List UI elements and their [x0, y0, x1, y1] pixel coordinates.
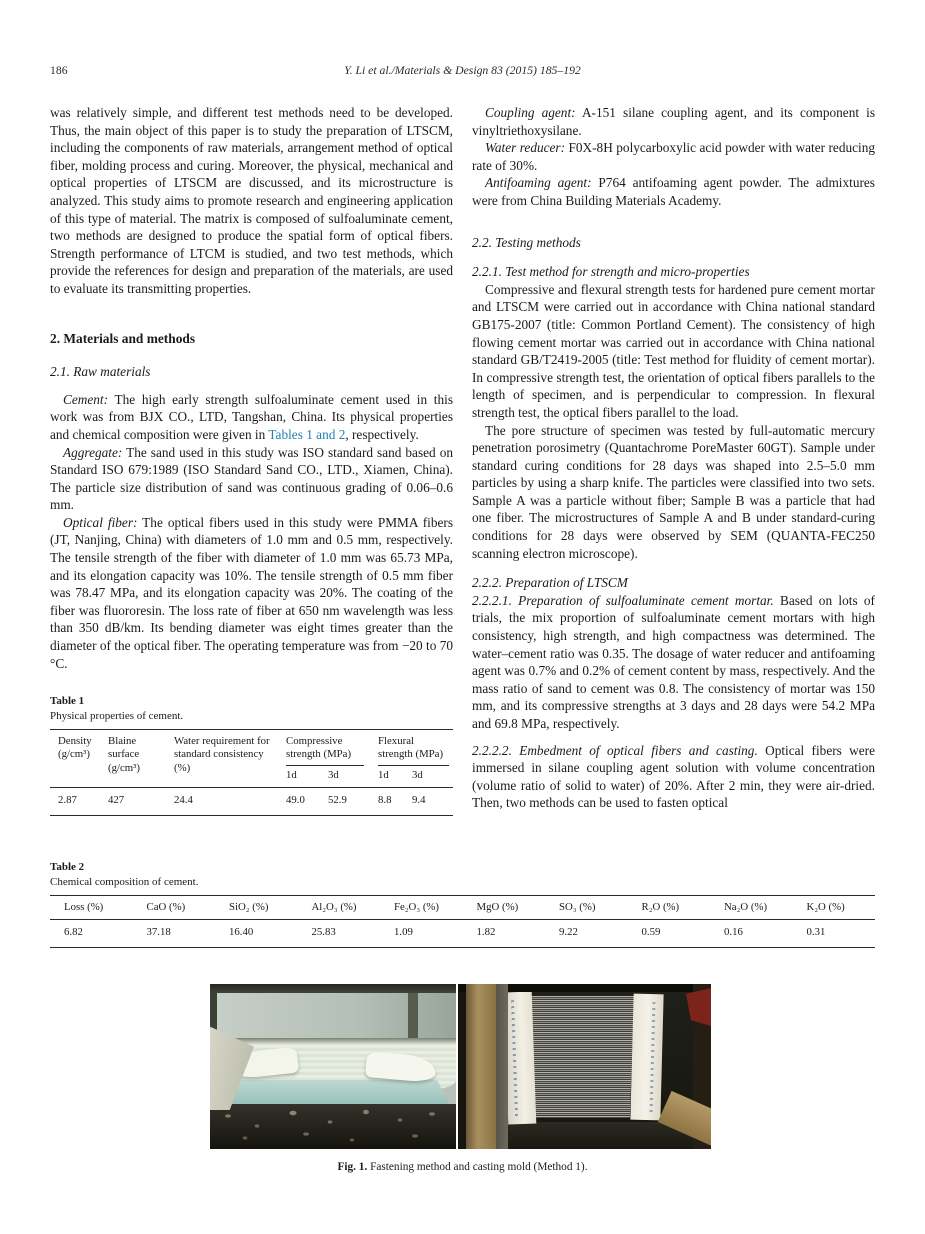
preparation-mortar-paragraph — [472, 592, 875, 733]
table1-header-cell: Flexural strength (MPa) — [378, 730, 453, 766]
figure1-caption — [50, 1160, 875, 1174]
table2-header-cell: Na₂O (%) — [710, 896, 793, 920]
table1-header-cell: Blaine surface (g/cm³) — [108, 730, 174, 788]
window-mullion — [408, 993, 418, 1041]
water-reducer-lead: Water reducer: — [485, 140, 566, 156]
table1-caption: Physical properties of cement. — [50, 710, 184, 723]
table2-header-cell: Loss (%) — [50, 896, 133, 920]
table2-block — [50, 860, 875, 948]
cement-lead: Cement: — [63, 391, 109, 407]
table2-data-cell: 9.22 — [545, 920, 628, 948]
table2-data-cell: 6.82 — [50, 920, 133, 948]
table2-data-cell: 0.59 — [628, 920, 711, 948]
left-column — [50, 104, 453, 816]
water-reducer-text: F0X-8H polycarboxylic acid powder with water reducing rate of 30%. — [472, 140, 876, 173]
embedment-paragraph — [472, 742, 875, 812]
section-2-2-heading: 2.2. Testing methods — [472, 234, 581, 250]
table2-data-cell: 0.31 — [793, 920, 876, 948]
table1-data-cell: 9.4 — [412, 787, 453, 815]
table1-data-cell: 427 — [108, 787, 174, 815]
table1-data-row — [50, 787, 453, 815]
antifoaming-agent-text: P764 antifoaming agent powder. The admixtures were from China Building Materials Academy. — [472, 175, 875, 208]
figure1-caption-text: Fastening method and casting mold (Method 1). — [367, 1161, 588, 1173]
table1-subheader-cell: 3d — [328, 766, 378, 788]
table2-header-cell: R₂O (%) — [628, 896, 711, 920]
optical-fiber-paragraph — [50, 514, 453, 672]
terrazzo-counter — [210, 1104, 456, 1149]
window-pane — [210, 993, 456, 1041]
table2-header-row — [50, 896, 875, 920]
table2-data-cell: 1.09 — [380, 920, 463, 948]
intro-paragraph: was relatively simple, and different test methods need to be developed. Thus, the main object of this paper is to study the preparation of LTSCM, including the components of raw materials, arrangement method of optical fiber, molding process and curing. Moreover, the physical, mechanical and optical properties of LTSCM are discussed, and its microstructure is analyzed. This study aims to promote research and engineering application of this type of material. The matrix is composed of sulfoaluminate cement, two methods are designed to produce the spatial form of optical fibers. Strength performance of LTCM is studied, and two test methods, which provide the references for design and preparation of the materials, are used to evaluate its transmitting properties. — [50, 105, 453, 296]
embedment-text: Optical fibers were immersed in silane coupling agent solution with volume concentration (volume ratio of solid to water) of 20%. After 2 min, they were air-dried. Then, two methods can be used to fasten optical — [472, 742, 875, 811]
comb-left — [504, 992, 537, 1125]
table1 — [50, 729, 453, 816]
table1-data-cell: 49.0 — [286, 787, 328, 815]
aggregate-lead: Aggregate: — [63, 444, 123, 460]
table1-data-cell: 2.87 — [50, 787, 108, 815]
table2-header-cell: SO₃ (%) — [545, 896, 628, 920]
antifoaming-agent-lead: Antifoaming agent: — [485, 175, 592, 191]
section-2-2-2-2-heading: 2.2.2.2. Embedment of optical fibers and casting. — [472, 742, 758, 758]
table2-data-cell: 0.16 — [710, 920, 793, 948]
preparation-mortar-text: Based on lots of trials, the mix proportion of sulfoaluminate cement mortars with high consistency, high strength, and high compactness was determined. The water–cement ratio was 0.35. The dosage of water reducer and antifoaming agent was 0.7% and 0.2% of cement content by mass, respectively. And the mass ratio of sand to cement was 0.8. The consistency of mortar was 150 mm, and its compressive strengths at 3 days and 28 days were 54.2 MPa and 69.8 MPa, respectively. — [472, 592, 875, 731]
figure1-photo-right — [458, 984, 711, 1149]
strength-test-paragraph: Compressive and flexural strength tests for hardened pure cement mortar and LTSCM were carried out in accordance with China national standard GB175-2007 (title: Common Portland Cement). The consistency of high flowing cement mortar was carried out in accordance with China national standard GB/T2419-2005 (title: Test method for fluidity of cement mortar). In compressive strength test, the orientation of optical fibers parallels to the length of specimen, and is perpendicular to compression. In flexural strength test, the optical fibers parallel to the load. — [472, 281, 875, 420]
table2-header-cell: K₂O (%) — [793, 896, 876, 920]
table2-label: Table 2 — [50, 861, 85, 873]
fiber-strands — [530, 996, 634, 1118]
cement-text-end: , respectively. — [345, 426, 419, 442]
wood-plank-inner — [496, 984, 508, 1149]
section-2-heading: 2. Materials and methods — [50, 330, 196, 346]
table2-header-cell: Fe₂O₃ (%) — [380, 896, 463, 920]
wood-plank-left — [466, 984, 496, 1149]
table2-data-row — [50, 920, 875, 948]
running-head: Y. Li et al./Materials & Design 83 (2015) 185–192 — [344, 64, 581, 77]
section-2-2-2-1-heading: 2.2.2.1. Preparation of sulfoaluminate cement mortar. — [472, 592, 774, 608]
figure1-photo-left — [210, 984, 456, 1149]
table1-data-cell: 8.8 — [378, 787, 412, 815]
cement-paragraph — [50, 391, 453, 444]
table2-data-cell: 37.18 — [133, 920, 216, 948]
section-2-2-1-heading: 2.2.1. Test method for strength and micro-properties — [472, 264, 750, 280]
section-2-2-2-heading: 2.2.2. Preparation of LTSCM — [472, 575, 628, 591]
comb-right — [630, 994, 663, 1121]
page-number: 186 — [50, 64, 68, 77]
aggregate-text: The sand used in this study was ISO standard sand based on Standard ISO 679:1989 (ISO Standard Sand CO., LTD., Xiamen, China). The particle size distribution of sand was continuous grading of 0.06–0.6 mm. — [50, 444, 453, 513]
table1-header-row — [50, 730, 453, 766]
table1-label: Table 1 — [50, 695, 85, 708]
table1-data-cell: 52.9 — [328, 787, 378, 815]
table1-header-cell: Density (g/cm³) — [50, 730, 108, 788]
table2 — [50, 895, 875, 948]
optical-fiber-lead: Optical fiber: — [63, 514, 138, 530]
table1-subheader-cell: 3d — [412, 766, 453, 788]
table2-header-cell: Al₂O₃ (%) — [298, 896, 381, 920]
table1-header-cell: Water requirement for standard consistency (%) — [174, 730, 286, 788]
table2-header-cell: MgO (%) — [463, 896, 546, 920]
table1-data-cell: 24.4 — [174, 787, 286, 815]
table1-subheader-cell: 1d — [378, 766, 412, 788]
pore-structure-paragraph: The pore structure of specimen was tested by full-automatic mercury penetration porosimetry (Quantachrome PoreMaster 60GT). Sample under standard curing conditions for 28 days was shaped into 2.5–5.0 mm particles by using a sharp knife. The particles were classified into two sets. Sample A was a particle without fiber; Sample B was a particle that had one fiber. The microstructures of Sample A and B under standard-curing conditions for 28 days were observed by SEM (QUANTA-FEC250 scanning electron microscope). — [472, 422, 875, 561]
coupling-agent-text: A-151 silane coupling agent, and its component is vinyltriethoxysilane. — [472, 105, 876, 138]
optical-fiber-text: The optical fibers used in this study were PMMA fibers (JT, Nanjing, China) with diameters of 1.0 mm and 0.5 mm, respectively. The tensile strength of the fiber with diameter of 1.0 mm was 65.73 MPa, and its elongation capacity was 10%. The tensile strength of 0.5 mm fiber was 78.47 MPa, and its elongation capacity was 20%. The coating of the fiber was fluororesin. The loss rate of fiber at 650 nm wavelength was less than 350 dB/km. Its bending diameter was eight times greater than the diameter of the optical fiber. The operating temperature was from −20 to 70 °C. — [50, 514, 453, 671]
right-column — [472, 104, 875, 812]
water-reducer-paragraph — [472, 139, 875, 174]
section-2-1-heading: 2.1. Raw materials — [50, 364, 151, 380]
table1-block — [50, 694, 453, 816]
mold-floor — [508, 1122, 693, 1149]
table2-header-cell: SiO₂ (%) — [215, 896, 298, 920]
table2-data-cell: 1.82 — [463, 920, 546, 948]
table2-data-cell: 16.40 — [215, 920, 298, 948]
coupling-agent-lead: Coupling agent: — [485, 105, 576, 120]
figure1 — [210, 984, 711, 1149]
figure1-caption-label: Fig. 1. — [337, 1161, 368, 1173]
coupling-agent-paragraph — [472, 104, 875, 139]
tables-1-2-link[interactable]: Tables 1 and 2 — [268, 426, 346, 442]
window-frame-top — [210, 984, 456, 993]
table1-header-cell: Compressive strength (MPa) — [286, 730, 378, 766]
table2-header-cell: CaO (%) — [133, 896, 216, 920]
table1-subheader-cell: 1d — [286, 766, 328, 788]
table2-data-cell: 25.83 — [298, 920, 381, 948]
aggregate-paragraph — [50, 444, 453, 514]
cement-text: The high early strength sulfoaluminate cement used in this work was from BJX CO., LTD, Tangshan, China. Its physical properties and chemical composition were given in — [50, 391, 453, 442]
table2-caption: Chemical composition of cement. — [50, 876, 199, 888]
antifoaming-agent-paragraph — [472, 174, 875, 209]
